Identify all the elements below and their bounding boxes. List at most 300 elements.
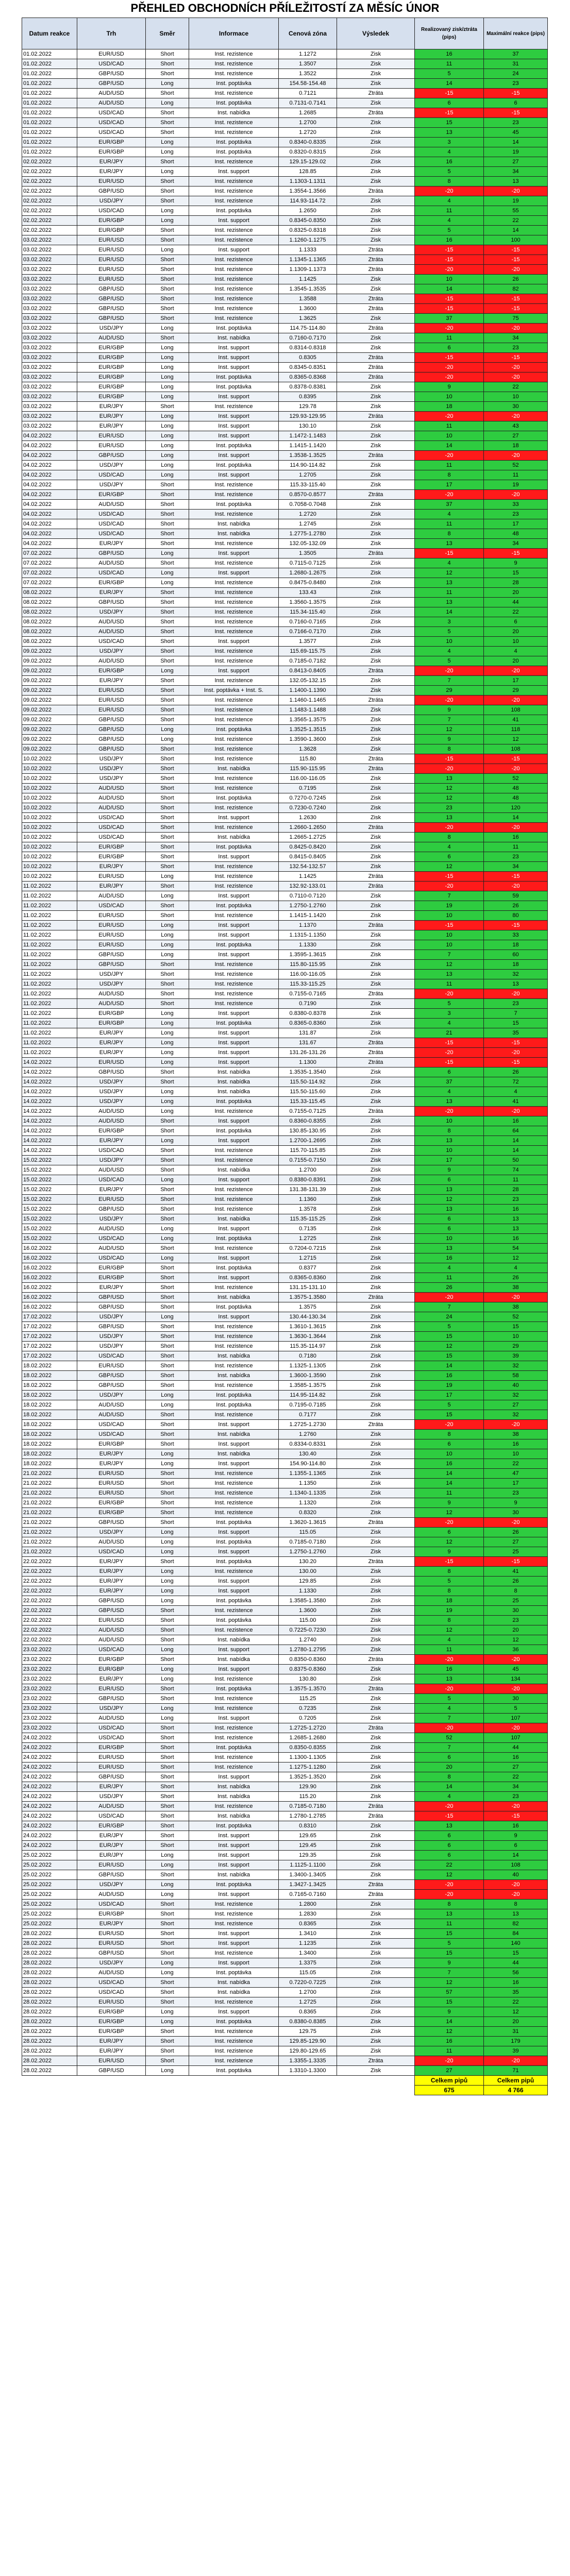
cell-market: EUR/JPY — [77, 1185, 146, 1195]
cell-info: Inst. support — [189, 930, 279, 940]
table-row — [22, 255, 548, 265]
cell-price-zone: 0.7185-0.7180 — [279, 1802, 337, 1811]
cell-date: 22.02.2022 — [22, 1635, 77, 1645]
cell-info: Inst. rezistence — [189, 1479, 279, 1488]
cell-market: USD/CAD — [77, 823, 146, 833]
cell-max-pips: 64 — [484, 1126, 548, 1136]
cell-max-pips: 28 — [484, 578, 548, 588]
cell-price-zone: 131.67 — [279, 1038, 337, 1048]
cell-realized-pips: 12 — [415, 568, 484, 578]
cell-realized-pips: -20 — [415, 1420, 484, 1430]
cell-realized-pips: 6 — [415, 98, 484, 108]
cell-price-zone: 0.7058-0.7048 — [279, 500, 337, 510]
cell-direction: Short — [146, 89, 189, 98]
table-row — [22, 1449, 548, 1459]
cell-price-zone: 116.00-116.05 — [279, 970, 337, 979]
cell-info: Inst. poptávka — [189, 2066, 279, 2076]
table-row — [22, 901, 548, 911]
cell-result: Zisk — [337, 715, 415, 725]
cell-market: EUR/JPY — [77, 2046, 146, 2056]
cell-result: Zisk — [337, 402, 415, 412]
cell-price-zone: 1.1400-1.1390 — [279, 686, 337, 696]
cell-price-zone: 1.3545-1.3535 — [279, 284, 337, 294]
cell-realized-pips: 18 — [415, 1596, 484, 1606]
cell-price-zone: 1.3554-1.3566 — [279, 187, 337, 196]
cell-info: Inst. rezistence — [189, 69, 279, 79]
table-row — [22, 1655, 548, 1665]
cell-result: Ztráta — [337, 764, 415, 774]
cell-realized-pips: 7 — [415, 1968, 484, 1978]
cell-result: Zisk — [337, 852, 415, 862]
cell-max-pips: 13 — [484, 1909, 548, 1919]
cell-market: USD/CAD — [77, 1811, 146, 1821]
totals-row-value — [22, 2086, 548, 2095]
cell-max-pips: -20 — [484, 451, 548, 461]
cell-date: 16.02.2022 — [22, 1244, 77, 1253]
cell-result: Zisk — [337, 1772, 415, 1782]
cell-direction: Long — [146, 1968, 189, 1978]
cell-max-pips: 16 — [484, 1205, 548, 1214]
table-row — [22, 1694, 548, 1704]
cell-price-zone: 0.8395 — [279, 392, 337, 402]
total-realized-value: 675 — [415, 2086, 484, 2095]
cell-max-pips: 18 — [484, 960, 548, 970]
cell-date: 01.02.2022 — [22, 59, 77, 69]
cell-date: 14.02.2022 — [22, 1087, 77, 1097]
cell-max-pips: 31 — [484, 59, 548, 69]
cell-price-zone: 0.7195-0.7185 — [279, 1400, 337, 1410]
table-row — [22, 1165, 548, 1175]
table-row — [22, 1430, 548, 1439]
cell-max-pips: 11 — [484, 1175, 548, 1185]
cell-result: Zisk — [337, 1498, 415, 1508]
cell-direction: Short — [146, 705, 189, 715]
cell-market: EUR/GBP — [77, 1909, 146, 1919]
cell-date: 24.02.2022 — [22, 1772, 77, 1782]
cell-market: USD/CAD — [77, 1351, 146, 1361]
cell-date: 28.02.2022 — [22, 2027, 77, 2037]
cell-market: GBP/USD — [77, 187, 146, 196]
table-row — [22, 1361, 548, 1371]
cell-info: Inst. support — [189, 1273, 279, 1283]
cell-date: 03.02.2022 — [22, 372, 77, 382]
cell-date: 21.02.2022 — [22, 1547, 77, 1557]
cell-market: USD/CAD — [77, 1430, 146, 1439]
cell-date: 22.02.2022 — [22, 1596, 77, 1606]
cell-result: Ztráta — [337, 265, 415, 275]
cell-max-pips: 47 — [484, 1469, 548, 1479]
cell-price-zone: 1.2630 — [279, 813, 337, 823]
cell-price-zone: 115.80-115.95 — [279, 960, 337, 970]
cell-date: 01.02.2022 — [22, 79, 77, 89]
cell-direction: Long — [146, 138, 189, 147]
cell-direction: Short — [146, 1782, 189, 1792]
cell-direction: Long — [146, 343, 189, 353]
cell-info: Inst. rezistence — [189, 578, 279, 588]
cell-max-pips: -15 — [484, 89, 548, 98]
cell-result: Zisk — [337, 1195, 415, 1205]
cell-realized-pips: 11 — [415, 1488, 484, 1498]
cell-price-zone: 1.3310-1.3300 — [279, 2066, 337, 2076]
cell-date: 25.02.2022 — [22, 1880, 77, 1890]
cell-price-zone: 1.2745 — [279, 519, 337, 529]
cell-price-zone: 0.8345-0.8351 — [279, 363, 337, 372]
cell-realized-pips: 11 — [415, 461, 484, 470]
cell-result: Zisk — [337, 1625, 415, 1635]
cell-date: 10.02.2022 — [22, 862, 77, 872]
cell-price-zone: 1.3522 — [279, 69, 337, 79]
cell-direction: Long — [146, 1087, 189, 1097]
cell-realized-pips: 11 — [415, 59, 484, 69]
cell-market: EUR/USD — [77, 49, 146, 59]
table-row — [22, 676, 548, 686]
table-row — [22, 1665, 548, 1674]
cell-result: Ztráta — [337, 1723, 415, 1733]
cell-max-pips: 22 — [484, 1997, 548, 2007]
cell-result: Zisk — [337, 1126, 415, 1136]
cell-price-zone: 115.33-115.45 — [279, 1097, 337, 1107]
cell-info: Inst. support — [189, 343, 279, 353]
cell-info: Inst. support — [189, 1028, 279, 1038]
cell-market: EUR/GBP — [77, 372, 146, 382]
cell-info: Inst. support — [189, 1420, 279, 1430]
cell-result: Zisk — [337, 147, 415, 157]
cell-realized-pips: 15 — [415, 1948, 484, 1958]
cell-info: Inst. rezistence — [189, 1694, 279, 1704]
cell-price-zone: 0.7155-0.7125 — [279, 1107, 337, 1116]
cell-max-pips: 16 — [484, 833, 548, 842]
cell-realized-pips: 24 — [415, 1312, 484, 1322]
table-row — [22, 1792, 548, 1802]
cell-direction: Short — [146, 2056, 189, 2066]
cell-market: EUR/JPY — [77, 1851, 146, 1860]
cell-price-zone: 1.3620-1.3615 — [279, 1518, 337, 1528]
table-row — [22, 1508, 548, 1518]
cell-realized-pips: 11 — [415, 1645, 484, 1655]
cell-date: 28.02.2022 — [22, 1978, 77, 1988]
cell-direction: Long — [146, 382, 189, 392]
table-row — [22, 177, 548, 187]
cell-info: Inst. nabídka — [189, 333, 279, 343]
table-row — [22, 333, 548, 343]
cell-max-pips: 23 — [484, 1488, 548, 1498]
cell-result: Ztráta — [337, 412, 415, 421]
cell-info: Inst. rezistence — [189, 1410, 279, 1420]
table-row — [22, 1312, 548, 1322]
table-row — [22, 1811, 548, 1821]
cell-info: Inst. rezistence — [189, 676, 279, 686]
cell-info: Inst. rezistence — [189, 979, 279, 989]
cell-realized-pips: 5 — [415, 1694, 484, 1704]
cell-price-zone: 1.1425 — [279, 275, 337, 284]
cell-result: Zisk — [337, 2017, 415, 2027]
cell-direction: Long — [146, 1645, 189, 1655]
cell-price-zone: 0.8314-0.8318 — [279, 343, 337, 353]
cell-max-pips: 4 — [484, 1087, 548, 1097]
cell-max-pips: 16 — [484, 1116, 548, 1126]
cell-realized-pips: 19 — [415, 1606, 484, 1616]
cell-max-pips: -20 — [484, 1890, 548, 1900]
table-row — [22, 451, 548, 461]
cell-result: Zisk — [337, 284, 415, 294]
cell-market: EUR/GBP — [77, 842, 146, 852]
cell-direction: Short — [146, 1283, 189, 1293]
cell-realized-pips: 16 — [415, 1253, 484, 1263]
cell-realized-pips: -15 — [415, 921, 484, 930]
cell-price-zone: 0.7160-0.7165 — [279, 617, 337, 627]
cell-direction: Short — [146, 1802, 189, 1811]
cell-result: Zisk — [337, 1488, 415, 1498]
cell-max-pips: -20 — [484, 1107, 548, 1116]
table-row — [22, 1498, 548, 1508]
cell-info: Inst. rezistence — [189, 744, 279, 754]
cell-info: Inst. rezistence — [189, 823, 279, 833]
cell-direction: Long — [146, 1391, 189, 1400]
cell-market: GBP/USD — [77, 1205, 146, 1214]
cell-result: Ztráta — [337, 1107, 415, 1116]
cell-date: 11.02.2022 — [22, 882, 77, 891]
table-row — [22, 1097, 548, 1107]
cell-info: Inst. support — [189, 392, 279, 402]
cell-result: Zisk — [337, 1028, 415, 1038]
table-row — [22, 490, 548, 500]
cell-realized-pips: -20 — [415, 412, 484, 421]
cell-max-pips: 26 — [484, 1273, 548, 1283]
cell-info: Inst. rezistence — [189, 128, 279, 138]
cell-date: 16.02.2022 — [22, 1293, 77, 1302]
cell-date: 28.02.2022 — [22, 1929, 77, 1939]
cell-direction: Short — [146, 1733, 189, 1743]
cell-price-zone: 1.3355-1.3335 — [279, 2056, 337, 2066]
cell-info: Inst. nabídka — [189, 1792, 279, 1802]
table-row — [22, 1332, 548, 1342]
cell-result: Zisk — [337, 1175, 415, 1185]
cell-price-zone: 1.1303-1.1311 — [279, 177, 337, 187]
cell-realized-pips: 10 — [415, 275, 484, 284]
cell-direction: Short — [146, 1616, 189, 1625]
cell-direction: Short — [146, 539, 189, 549]
cell-date: 01.02.2022 — [22, 49, 77, 59]
cell-market: USD/CAD — [77, 1175, 146, 1185]
cell-price-zone: 1.3525-1.3515 — [279, 725, 337, 735]
table-row — [22, 108, 548, 118]
cell-result: Zisk — [337, 1841, 415, 1851]
cell-market: USD/JPY — [77, 774, 146, 784]
cell-result: Zisk — [337, 275, 415, 284]
cell-direction: Short — [146, 1156, 189, 1165]
cell-realized-pips: 10 — [415, 1449, 484, 1459]
cell-price-zone: 116.00-116.05 — [279, 774, 337, 784]
table-row — [22, 1772, 548, 1782]
cell-market: USD/CAD — [77, 108, 146, 118]
cell-price-zone: 115.50-114.92 — [279, 1077, 337, 1087]
table-row — [22, 1900, 548, 1909]
cell-price-zone: 1.3575 — [279, 1302, 337, 1312]
table-row — [22, 1762, 548, 1772]
cell-market: USD/JPY — [77, 1312, 146, 1322]
cell-max-pips: 10 — [484, 637, 548, 647]
cell-market: AUD/USD — [77, 989, 146, 999]
cell-market: EUR/JPY — [77, 1586, 146, 1596]
cell-market: USD/JPY — [77, 1528, 146, 1537]
cell-max-pips: -20 — [484, 265, 548, 275]
cell-max-pips: 12 — [484, 1635, 548, 1645]
cell-max-pips: 34 — [484, 1782, 548, 1792]
cell-max-pips: 16 — [484, 1753, 548, 1762]
cell-info: Inst. poptávka — [189, 500, 279, 510]
cell-date: 09.02.2022 — [22, 656, 77, 666]
cell-price-zone: 1.3535-1.3540 — [279, 1067, 337, 1077]
cell-market: AUD/USD — [77, 803, 146, 813]
table-row — [22, 911, 548, 921]
table-row — [22, 1077, 548, 1087]
cell-max-pips: 14 — [484, 1136, 548, 1146]
cell-price-zone: 1.1425 — [279, 872, 337, 882]
cell-direction: Long — [146, 1136, 189, 1146]
cell-direction: Short — [146, 118, 189, 128]
cell-result: Zisk — [337, 1665, 415, 1674]
cell-date: 18.02.2022 — [22, 1439, 77, 1449]
cell-direction: Short — [146, 2027, 189, 2037]
cell-price-zone: 1.2725-1.2730 — [279, 1420, 337, 1430]
table-row — [22, 510, 548, 519]
cell-info: Inst. nabídka — [189, 1067, 279, 1077]
cell-info: Inst. rezistence — [189, 157, 279, 167]
cell-price-zone: 115.05 — [279, 1528, 337, 1537]
cell-price-zone: 0.8377 — [279, 1263, 337, 1273]
cell-info: Inst. rezistence — [189, 872, 279, 882]
cell-info: Inst. rezistence — [189, 1733, 279, 1743]
cell-date: 25.02.2022 — [22, 1870, 77, 1880]
cell-market: EUR/JPY — [77, 1841, 146, 1851]
cell-realized-pips: 17 — [415, 1391, 484, 1400]
cell-realized-pips: -15 — [415, 754, 484, 764]
cell-market: USD/JPY — [77, 1332, 146, 1342]
cell-result: Zisk — [337, 979, 415, 989]
cell-result: Ztráta — [337, 696, 415, 705]
cell-price-zone: 115.34-115.40 — [279, 607, 337, 617]
cell-date: 22.02.2022 — [22, 1567, 77, 1577]
cell-info: Inst. rezistence — [189, 1900, 279, 1909]
cell-max-pips: 30 — [484, 402, 548, 412]
cell-market: AUD/USD — [77, 1400, 146, 1410]
cell-info: Inst. rezistence — [189, 49, 279, 59]
cell-max-pips: -20 — [484, 1518, 548, 1528]
cell-date: 18.02.2022 — [22, 1400, 77, 1410]
cell-info: Inst. rezistence — [189, 2046, 279, 2056]
cell-date: 04.02.2022 — [22, 519, 77, 529]
cell-date: 07.02.2022 — [22, 578, 77, 588]
cell-date: 25.02.2022 — [22, 1919, 77, 1929]
cell-date: 03.02.2022 — [22, 255, 77, 265]
cell-realized-pips: -15 — [415, 1811, 484, 1821]
cell-price-zone: 1.3585-1.3575 — [279, 1381, 337, 1391]
cell-max-pips: 9 — [484, 1831, 548, 1841]
cell-realized-pips: -20 — [415, 1107, 484, 1116]
table-row — [22, 598, 548, 607]
table-row — [22, 1909, 548, 1919]
cell-result: Zisk — [337, 1694, 415, 1704]
cell-max-pips: 8 — [484, 1900, 548, 1909]
cell-realized-pips: 27 — [415, 2066, 484, 2076]
cell-result: Zisk — [337, 382, 415, 392]
cell-realized-pips: 15 — [415, 1997, 484, 2007]
cell-date: 22.02.2022 — [22, 1616, 77, 1625]
table-row — [22, 1244, 548, 1253]
cell-max-pips: 74 — [484, 1165, 548, 1175]
table-row — [22, 696, 548, 705]
cell-result: Ztráta — [337, 108, 415, 118]
cell-price-zone: 0.8413-0.8405 — [279, 666, 337, 676]
cell-direction: Long — [146, 245, 189, 255]
cell-result: Zisk — [337, 686, 415, 696]
cell-market: GBP/USD — [77, 1948, 146, 1958]
cell-direction: Long — [146, 1312, 189, 1322]
cell-direction: Short — [146, 1332, 189, 1342]
table-row — [22, 1283, 548, 1293]
cell-direction: Short — [146, 1126, 189, 1136]
cell-market: EUR/GBP — [77, 226, 146, 235]
table-row — [22, 891, 548, 901]
cell-price-zone: 1.1235 — [279, 1939, 337, 1948]
table-row — [22, 1851, 548, 1860]
table-row — [22, 128, 548, 138]
cell-max-pips: 29 — [484, 1342, 548, 1351]
cell-date: 03.02.2022 — [22, 235, 77, 245]
table-row — [22, 1224, 548, 1234]
cell-max-pips: 13 — [484, 1214, 548, 1224]
cell-direction: Long — [146, 1019, 189, 1028]
cell-info: Inst. rezistence — [189, 1567, 279, 1577]
cell-market: EUR/GBP — [77, 1263, 146, 1273]
cell-price-zone: 0.8340-0.8335 — [279, 138, 337, 147]
cell-market: AUD/USD — [77, 999, 146, 1009]
cell-price-zone: 1.3578 — [279, 1205, 337, 1214]
cell-max-pips: 16 — [484, 1821, 548, 1831]
cell-direction: Long — [146, 921, 189, 930]
cell-max-pips: 22 — [484, 607, 548, 617]
cell-direction: Long — [146, 412, 189, 421]
cell-market: USD/JPY — [77, 754, 146, 764]
table-row — [22, 1087, 548, 1097]
cell-market: EUR/USD — [77, 1997, 146, 2007]
cell-price-zone: 0.7115-0.7125 — [279, 558, 337, 568]
cell-info: Inst. rezistence — [189, 2037, 279, 2046]
cell-info: Inst. support — [189, 1841, 279, 1851]
cell-info: Inst. rezistence — [189, 2056, 279, 2066]
cell-direction: Long — [146, 1890, 189, 1900]
cell-price-zone: 131.87 — [279, 1028, 337, 1038]
cell-direction: Short — [146, 607, 189, 617]
cell-price-zone: 130.80 — [279, 1674, 337, 1684]
table-row — [22, 764, 548, 774]
cell-direction: Long — [146, 324, 189, 333]
cell-info: Inst. rezistence — [189, 255, 279, 265]
cell-result: Zisk — [337, 1077, 415, 1087]
cell-market: USD/JPY — [77, 1792, 146, 1802]
cell-price-zone: 1.2725 — [279, 1997, 337, 2007]
cell-date: 03.02.2022 — [22, 363, 77, 372]
cell-realized-pips: -20 — [415, 372, 484, 382]
cell-market: USD/JPY — [77, 324, 146, 333]
cell-realized-pips: -20 — [415, 823, 484, 833]
cell-realized-pips: 7 — [415, 715, 484, 725]
col-header-result: Výsledek — [337, 18, 415, 49]
cell-date: 25.02.2022 — [22, 1909, 77, 1919]
table-row — [22, 1126, 548, 1136]
cell-max-pips: 30 — [484, 1606, 548, 1616]
cell-date: 24.02.2022 — [22, 1821, 77, 1831]
